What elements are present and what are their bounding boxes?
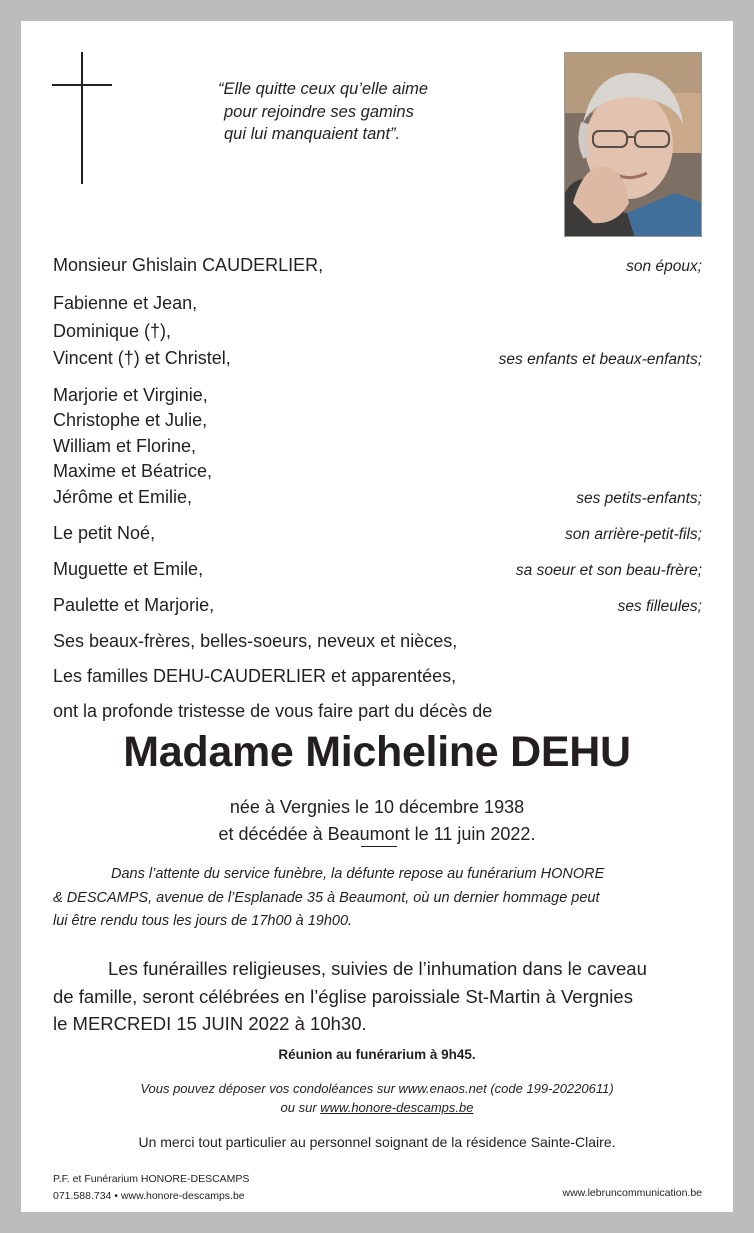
condolences-notice xyxy=(21,1079,733,1117)
funeral-line: de famille, seront célébrées en l’église paroissiale St-Martin à Vergnies xyxy=(53,985,633,1007)
thanks-note: Un merci tout particulier au personnel soignant de la résidence Sainte-Claire. xyxy=(138,1134,616,1150)
wake-line: lui être rendu tous les jours de 17h00 à 19h00. xyxy=(53,913,353,929)
footer-contact: 071.588.734 • www.honore-descamps.be xyxy=(53,1189,245,1202)
deceased-photo xyxy=(564,52,702,237)
footer-funeral-home xyxy=(53,1171,249,1204)
family-member-name: Muguette et Emile, xyxy=(53,559,204,579)
footer-company: P.F. et Funérarium HONORE-DESCAMPS xyxy=(53,1173,250,1185)
family-related-families: Les familles DEHU-CAUDERLIER et apparentées, xyxy=(53,666,457,686)
obituary-card xyxy=(21,21,733,1212)
family-great-grandchild xyxy=(53,520,702,548)
family-spouse xyxy=(53,254,702,278)
condolences-link[interactable]: www.honore-descamps.be xyxy=(320,1100,474,1115)
funeral-line: Les funérailles religieuses, suivies de l’inhumation dans le caveau xyxy=(108,958,647,979)
family-relation: ses enfants et beaux-enfants; xyxy=(498,351,702,368)
funeral-notice xyxy=(53,955,702,1038)
quote-line: “Elle quitte ceux qu’elle aime xyxy=(218,80,429,98)
family-member-name: Marjorie et Virginie, xyxy=(53,384,208,405)
quote-line: pour rejoindre ses gamins xyxy=(224,102,414,121)
divider xyxy=(361,846,397,847)
quote-line: qui lui manquaient tant”. xyxy=(224,125,401,143)
funeral-line: le MERCREDI 15 JUIN 2022 à 10h30. xyxy=(53,1013,367,1034)
death-line: et décédée à Beaumont le 11 juin 2022. xyxy=(218,823,536,844)
family-grandchildren xyxy=(53,383,702,512)
family-member-name: William et Florine, xyxy=(53,435,197,456)
announcement-text: ont la profonde tristesse de vous faire part du décès de xyxy=(53,701,493,721)
family-list xyxy=(53,254,702,725)
family-in-laws: Ses beaux-frères, belles-soeurs, neveux et nièces, xyxy=(53,631,458,651)
family-member-name: Jérôme et Emilie, xyxy=(53,486,193,507)
family-member-name: Monsieur Ghislain CAUDERLIER, xyxy=(53,255,324,275)
family-relation: sa soeur et son beau-frère; xyxy=(515,562,702,579)
family-member-name: Le petit Noé, xyxy=(53,523,156,543)
memorial-quote xyxy=(218,78,538,146)
family-relation: son arrière-petit-fils; xyxy=(565,526,702,543)
family-member-name: Christophe et Julie, xyxy=(53,410,208,430)
wake-line: Dans l’attente du service funèbre, la défunte repose au funérarium HONORE xyxy=(111,866,605,882)
condolences-prefix: ou sur xyxy=(280,1100,321,1115)
condolences-line: Vous pouvez déposer vos condoléances sur www.enaos.net (code 199-20220611) xyxy=(140,1081,614,1096)
birth-line: née à Vergnies le 10 décembre 1938 xyxy=(229,797,525,817)
wake-notice xyxy=(53,863,702,934)
family-children xyxy=(53,290,702,374)
family-relation: son époux; xyxy=(626,258,702,275)
family-sister xyxy=(53,556,702,584)
deceased-dates xyxy=(21,794,733,847)
family-relation: ses petits-enfants; xyxy=(576,489,702,507)
family-goddaughters xyxy=(53,592,702,620)
deceased-name: Madame Micheline DEHU xyxy=(123,728,631,776)
wake-line: & DESCAMPS, avenue de l’Esplanade 35 à Beaumont, où un dernier hommage peut xyxy=(53,889,600,906)
family-member-name: Fabienne et Jean, xyxy=(53,293,198,313)
family-member-name: Paulette et Marjorie, xyxy=(53,595,215,615)
footer-printer: www.lebruncommunication.be xyxy=(562,1187,702,1199)
meeting-notice: Réunion au funérarium à 9h45. xyxy=(278,1047,476,1062)
portrait-image xyxy=(565,53,702,237)
family-relation: ses filleules; xyxy=(617,598,702,615)
family-member-name: Dominique (†), xyxy=(53,320,172,341)
family-member-name: Maxime et Béatrice, xyxy=(53,461,213,481)
family-member-name: Vincent (†) et Christel, xyxy=(53,348,231,368)
